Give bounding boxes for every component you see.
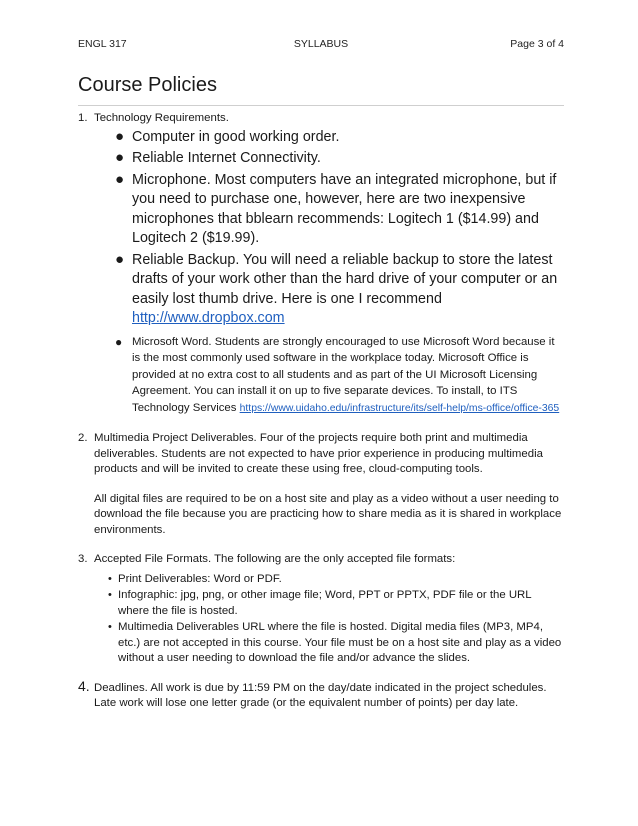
list-item: ● Microphone. Most computers have an integrated microphone, but if you need to purchase one, however, here are two inexpensive microphones that bblearn recommends: Logitech 1 ($14.99) and Logitech 2 ($19.99). [115,170,557,246]
policies-content [78,110,564,712]
bullet-icon: ● [115,127,125,145]
office-365-link[interactable]: https://www.uidaho.edu/infrastructure/its/self-help/ms-office/office-365 [239,402,560,414]
section-text-2: All digital files are required to be on a host site and play as a video without a user needing to download the file because you are practicing how to share media as it is shared in workplace environments. [94,492,562,536]
section-deadlines [78,677,564,712]
list-item: ● Computer in good working order. [115,127,340,145]
bullet-icon: ● [115,170,125,188]
title-divider [78,105,564,106]
technology-list [78,128,564,418]
bullet-icon: ● [115,334,123,349]
list-item: ● Reliable Internet Connectivity. [115,149,321,166]
page-title: Course Policies [78,74,217,96]
list-item: ● Microsoft Word. Students are strongly encouraged to use Microsoft Word because it is the most commonly used software in the workplace today. Microsoft Office is provided at no extra cost to all students and as part of the UI Microsoft Licensing Agreement. You can install it on up to five separate devices. To install, to ITS Technology Services https://www.uidaho.edu/infrastructure/its/self-help/ms-office/office-365 [115,334,560,414]
section-file-formats [78,552,564,667]
page-number: Page 3 of 4 [510,38,564,50]
section-heading: Technology Requirements. [94,112,229,124]
section-number: 3. [78,553,88,566]
list-item: • Infographic: jpg, png, or other image file; Word, PPT or PPTX, PDF file or the URL where the file is hosted. [108,589,532,617]
section-text: Deadlines. All work is due by 11:59 PM on the day/date indicated in the project schedules. Late work will lose one letter grade (or the equivalent number of points) per day late. [94,681,547,710]
bullet-icon: • [108,572,112,585]
bullet-icon: ● [115,149,125,166]
file-format-list [94,572,564,667]
section-technology [78,110,564,127]
list-item: ● Reliable Backup. You will need a reliable backup to store the latest drafts of your work other than the hard drive of your computer or an easily lost thumb drive. Here is one I recommend http://www.dropbox.com [115,250,558,326]
section-multimedia [78,431,564,538]
course-code: ENGL 317 [78,38,127,50]
list-item: • Multimedia Deliverables URL where the file is hosted. Digital media files (MP3, MP4, etc.) are not accepted in this course. Your file must be on a host site and play as a video without a user needing to download the file and/or advance the slides. [108,621,562,665]
dropbox-link[interactable]: http://www.dropbox.com [132,310,285,326]
section-number: 2. [78,432,88,445]
section-number: 4. [78,677,90,694]
bullet-icon: • [108,621,112,634]
page-header [78,38,564,52]
list-item: • Print Deliverables: Word or PDF. [118,572,564,588]
section-text: Accepted File Formats. The following are the only accepted file formats: [94,553,456,566]
section-text: Multimedia Project Deliverables. Four of the projects require both print and multimedia deliverables. Students are not expected to have prior experience in producing multimedia products and will be invited to create these using free, cloud-computing tools. [94,432,543,476]
bullet-icon: • [108,589,112,602]
section-number: 1. [78,112,88,124]
doc-type: SYLLABUS [293,38,349,50]
bullet-icon: ● [115,250,125,268]
